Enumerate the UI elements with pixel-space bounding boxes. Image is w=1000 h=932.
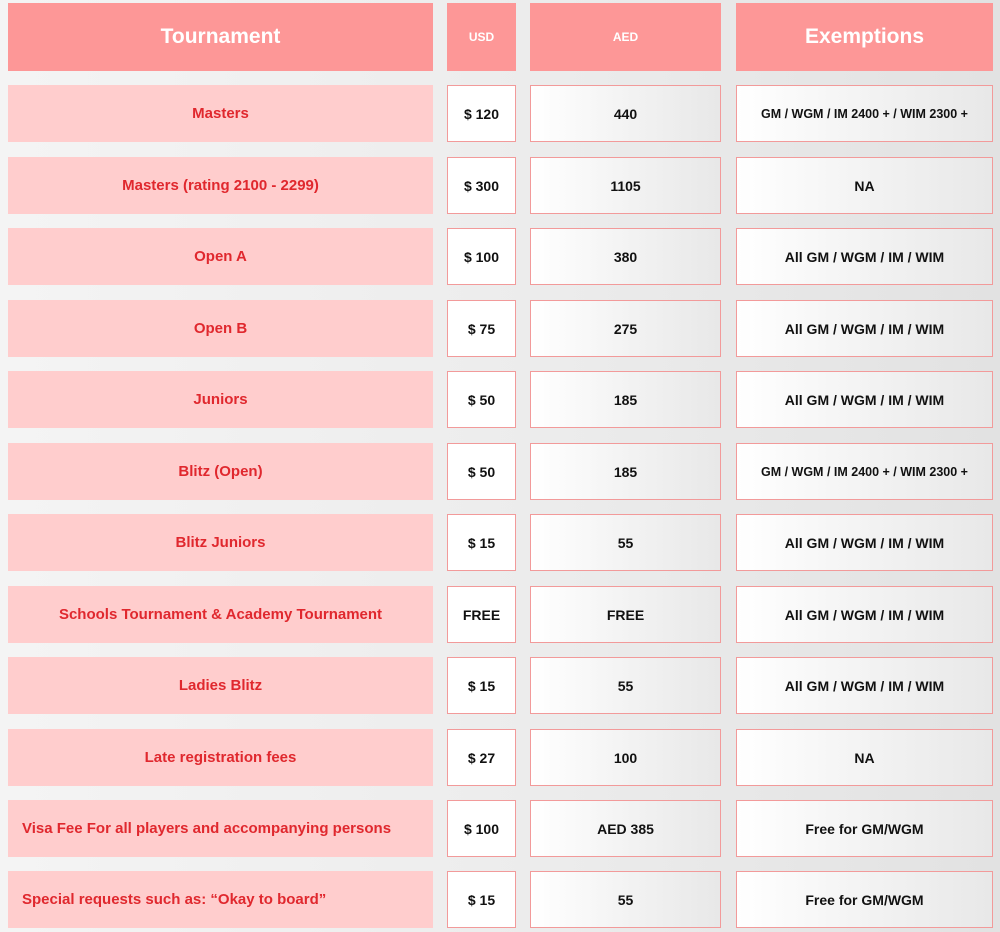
usd-fee: $ 15 [447, 871, 516, 928]
usd-fee: FREE [447, 586, 516, 643]
aed-fee: FREE [530, 586, 721, 643]
usd-fee: $ 300 [447, 157, 516, 214]
tournament-name: Late registration fees [8, 729, 433, 786]
usd-fee: $ 100 [447, 228, 516, 285]
usd-fee: $ 120 [447, 85, 516, 142]
tournament-name: Masters (rating 2100 - 2299) [8, 157, 433, 214]
exemptions: All GM / WGM / IM / WIM [736, 300, 993, 357]
aed-fee: 55 [530, 514, 721, 571]
aed-fee: 440 [530, 85, 721, 142]
usd-fee: $ 15 [447, 514, 516, 571]
tournament-name: Visa Fee For all players and accompanying persons [8, 800, 433, 857]
tournament-name: Masters [8, 85, 433, 142]
exemptions: All GM / WGM / IM / WIM [736, 514, 993, 571]
usd-fee: $ 100 [447, 800, 516, 857]
exemptions: All GM / WGM / IM / WIM [736, 371, 993, 428]
header-exemptions: Exemptions [736, 3, 993, 71]
exemptions: All GM / WGM / IM / WIM [736, 586, 993, 643]
tournament-name: Blitz Juniors [8, 514, 433, 571]
tournament-name: Special requests such as: “Okay to board” [8, 871, 433, 928]
exemptions: GM / WGM / IM 2400 + / WIM 2300 + [736, 443, 993, 500]
header-usd: USD [447, 3, 516, 71]
usd-fee: $ 27 [447, 729, 516, 786]
usd-fee: $ 50 [447, 371, 516, 428]
usd-fee: $ 15 [447, 657, 516, 714]
aed-fee: 275 [530, 300, 721, 357]
exemptions: GM / WGM / IM 2400 + / WIM 2300 + [736, 85, 993, 142]
exemptions: All GM / WGM / IM / WIM [736, 657, 993, 714]
tournament-name: Open A [8, 228, 433, 285]
exemptions: NA [736, 157, 993, 214]
exemptions: Free for GM/WGM [736, 871, 993, 928]
aed-fee: 380 [530, 228, 721, 285]
header-tournament: Tournament [8, 3, 433, 71]
tournament-name: Schools Tournament & Academy Tournament [8, 586, 433, 643]
aed-fee: 185 [530, 371, 721, 428]
aed-fee: 185 [530, 443, 721, 500]
aed-fee: 55 [530, 657, 721, 714]
exemptions: Free for GM/WGM [736, 800, 993, 857]
aed-fee: AED 385 [530, 800, 721, 857]
tournament-name: Ladies Blitz [8, 657, 433, 714]
tournament-name: Open B [8, 300, 433, 357]
aed-fee: 1105 [530, 157, 721, 214]
tournament-name: Blitz (Open) [8, 443, 433, 500]
tournament-name: Juniors [8, 371, 433, 428]
usd-fee: $ 75 [447, 300, 516, 357]
aed-fee: 100 [530, 729, 721, 786]
exemptions: All GM / WGM / IM / WIM [736, 228, 993, 285]
exemptions: NA [736, 729, 993, 786]
aed-fee: 55 [530, 871, 721, 928]
header-aed: AED [530, 3, 721, 71]
usd-fee: $ 50 [447, 443, 516, 500]
